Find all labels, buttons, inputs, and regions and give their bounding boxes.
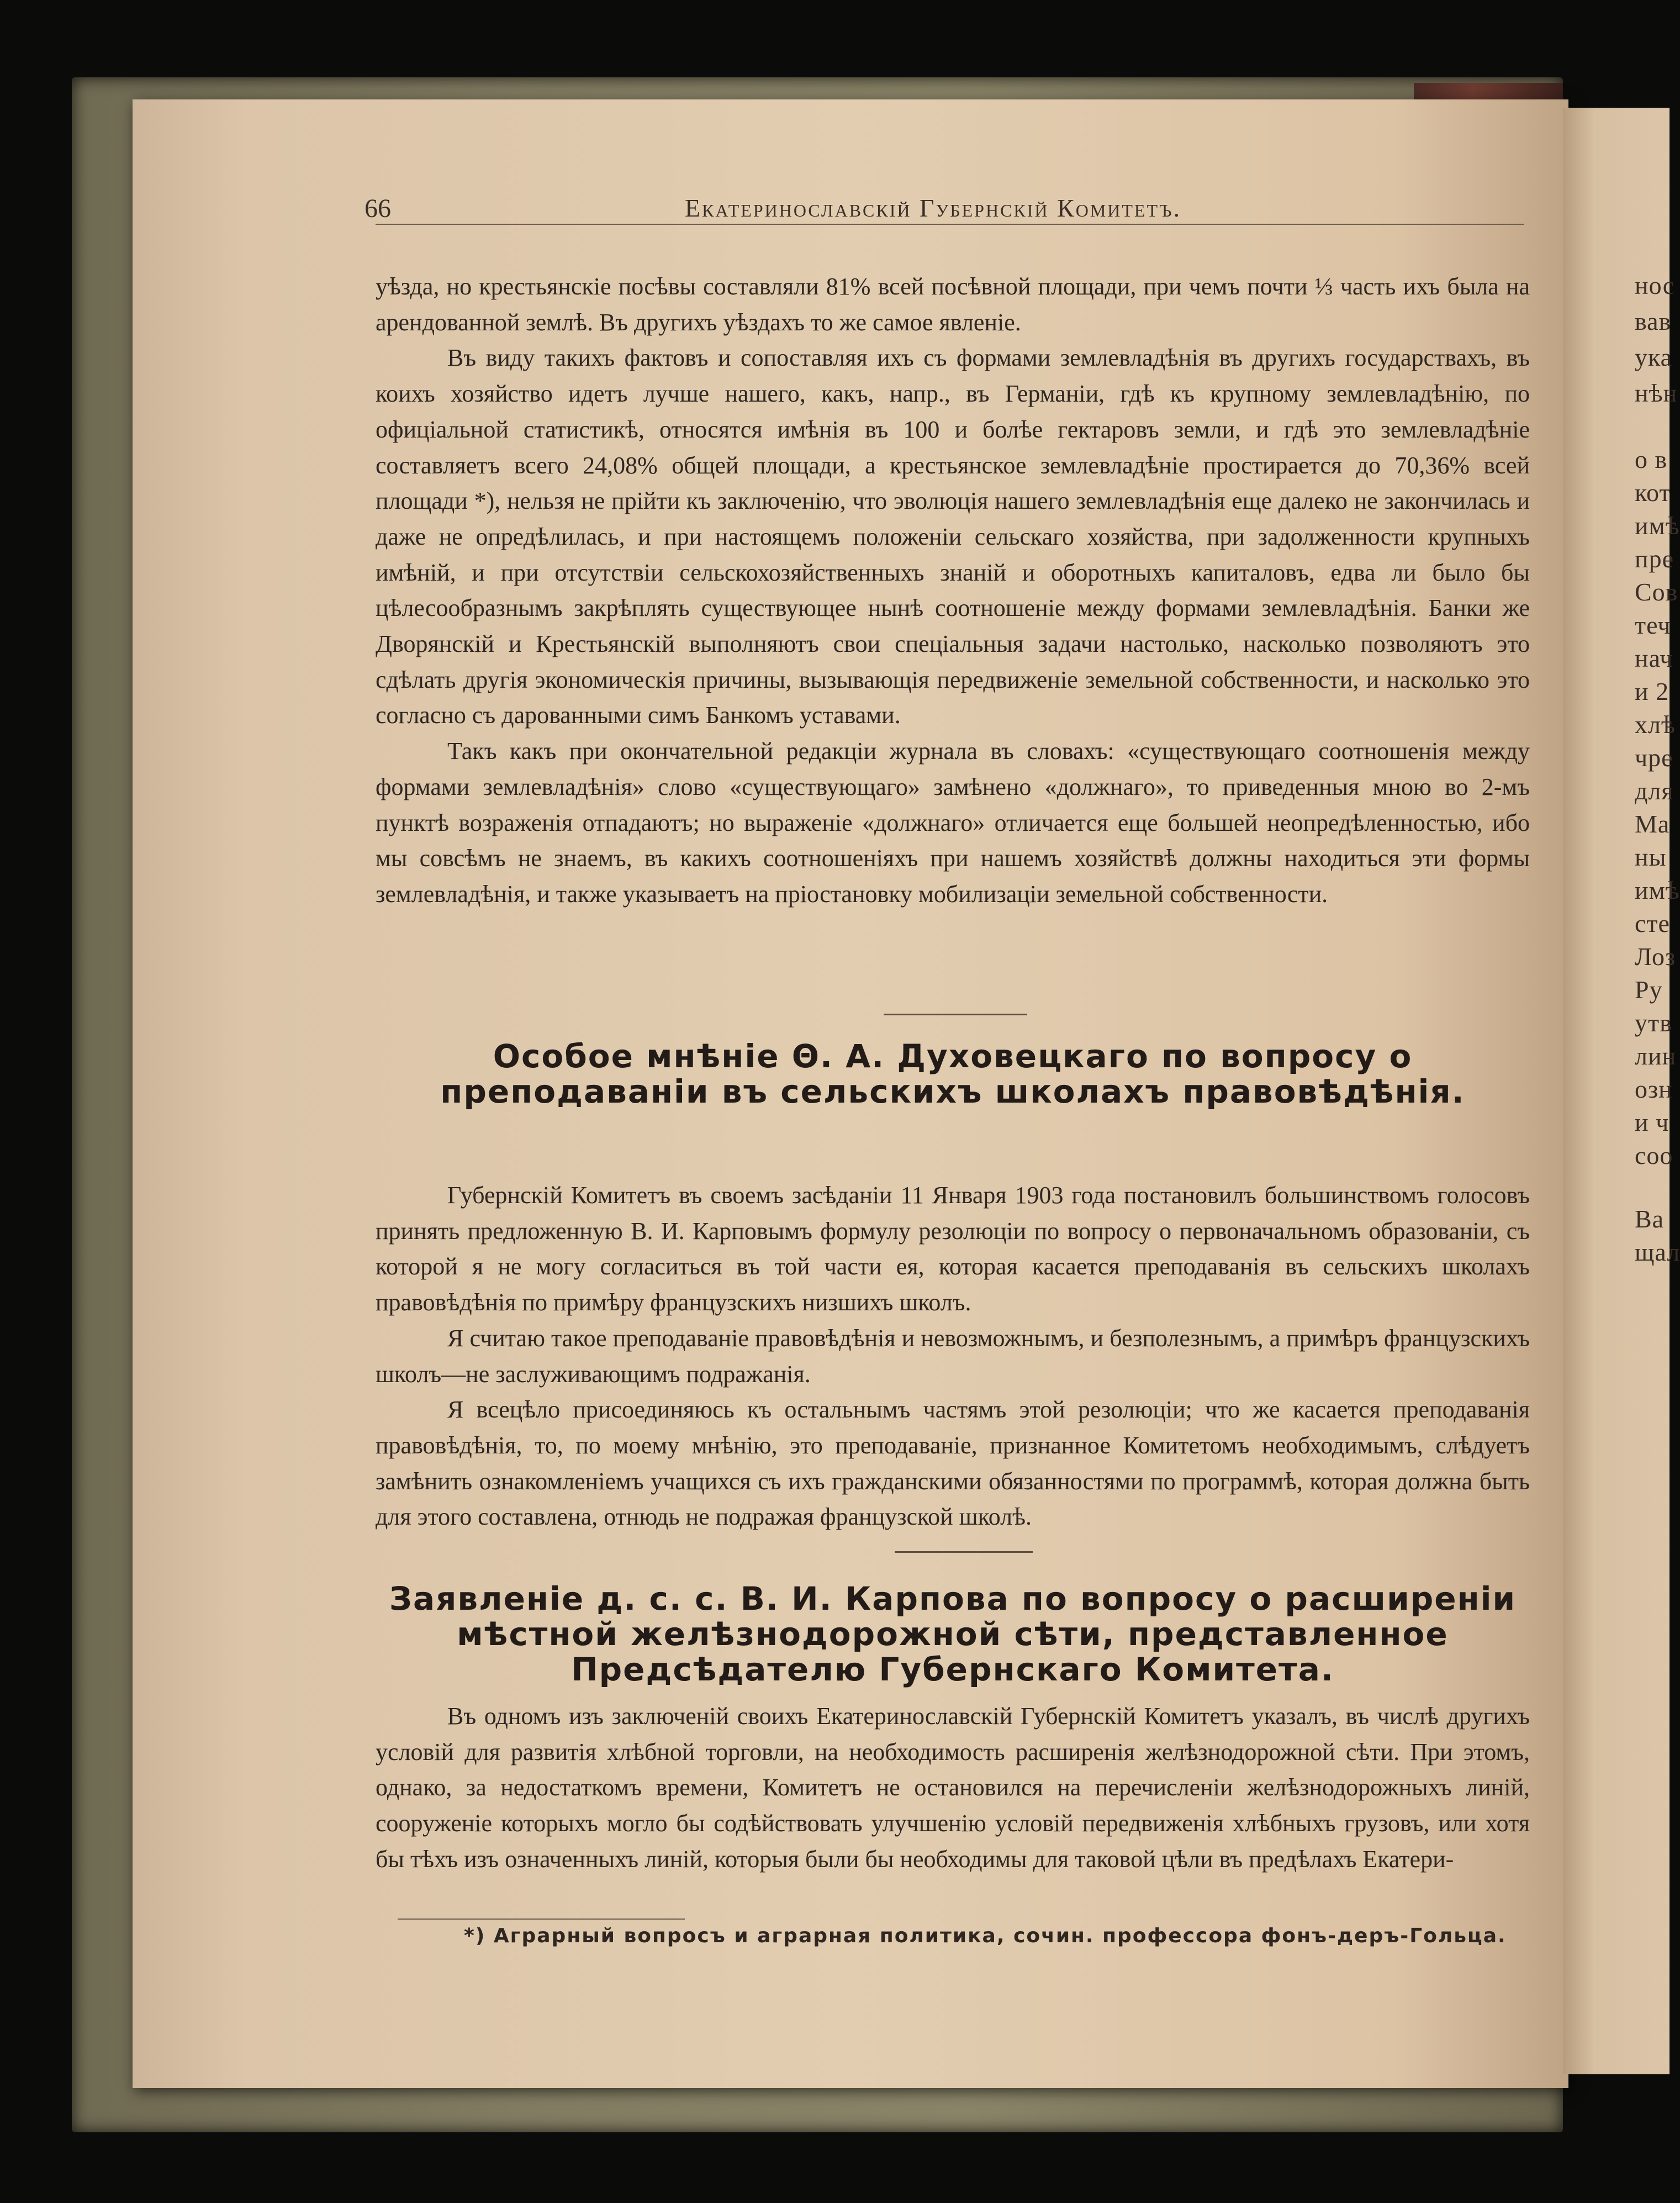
- next-page-fragment: Ру: [1635, 976, 1663, 1004]
- next-page-fragment: чре: [1635, 744, 1673, 772]
- next-page-fragment: соо: [1635, 1141, 1673, 1169]
- next-page-fragment: о в: [1635, 445, 1668, 473]
- paragraph: Въ одномъ изъ заключеній своихъ Екатеринославскій Губернскій Комитетъ указалъ, въ числѣ другихъ условій для развитія хлѣбной торговли, на необходимость расширенія желѣзнодорожной сѣти. При этомъ, однако, за недостаткомъ времени, Комитетъ не остановился на перечисленіи желѣзнодорожныхъ линій, сооруженіе которыхъ могло бы содѣйствовать улучшенію условій передвиженія хлѣбныхъ грузовъ, или хотя бы тѣхъ изъ означенныхъ линій, которыя были бы необходимы для таковой цѣли въ предѣлахъ Екатери-: [376, 1703, 1530, 1873]
- paragraph: Я считаю такое преподаваніе правовѣдѣнія и невозможнымъ, и безполезнымъ, а примѣръ французскихъ школъ—не заслуживающимъ подражанія.: [376, 1324, 1530, 1388]
- paragraph: Такъ какъ при окончательной редакціи журнала въ словахъ: «существующаго соотношенія между формами землевладѣнія» слово «существующаго» замѣнено «должнаго», то приведенныя мною во 2-мъ пунктѣ возраженія отпадаютъ; но выраженіе «должнаго» отличается еще большей неопредѣленностью, ибо мы совсѣмъ не знаемъ, въ какихъ соотношеніяхъ при нашемъ хозяйствѣ должны находиться эти формы землевладѣнія, и также указываетъ на пріостановку мобилизаціи земельной собственности.: [376, 737, 1530, 908]
- next-page-fragment: пре: [1635, 545, 1674, 573]
- next-page-fragment: нач: [1635, 644, 1673, 672]
- next-page-fragment: имѣ: [1635, 512, 1680, 540]
- section-heading: Особое мнѣніе Θ. А. Духовецкаго по вопросу о преподаваніи въ сельскихъ школахъ правовѣдѣнія.: [440, 1037, 1465, 1110]
- section-heading: Заявленіе д. с. с. В. И. Карпова по вопросу о расширеніи мѣстной желѣзнодорожной сѣти, представленное Предсѣдателю Губернскаго Комитета.: [389, 1580, 1517, 1688]
- page-number: 66: [364, 194, 391, 223]
- next-page-fragment: ны: [1635, 843, 1667, 871]
- next-page-edge: [1563, 108, 1680, 2074]
- next-page-fragment: щал: [1635, 1238, 1680, 1266]
- paragraph: Губернскій Комитетъ въ своемъ засѣданіи 11 Января 1903 года постановилъ большинствомъ голосовъ принять предложенную В. И. Карповымъ формулу резолюціи по вопросу о первоначальномъ образованіи, съ которой я не могу согласиться въ той части ея, которая касается преподаванія въ сельскихъ школахъ правовѣдѣнія по примѣру французскихъ низшихъ школъ.: [376, 1182, 1530, 1316]
- next-page-fragment: сте: [1635, 909, 1670, 937]
- section-separator: [895, 1551, 1033, 1553]
- next-page-fragment: Ва: [1635, 1205, 1665, 1233]
- next-page-fragment: имѣ: [1635, 876, 1680, 904]
- footnote: *) Аграрный вопросъ и аграрная политика, сочин. профессора фонъ-деръ-Гольца.: [464, 1925, 1507, 1947]
- next-page-fragment: и ч: [1635, 1108, 1670, 1136]
- page-header: [364, 193, 1524, 226]
- next-page-fragment: нѣн: [1635, 379, 1678, 407]
- paragraph: Въ виду такихъ фактовъ и сопоставляя ихъ съ формами землевладѣнія въ другихъ государствахъ, въ коихъ хозяйство идетъ лучше нашего, какъ, напр., въ Германіи, гдѣ къ крупному землевладѣнію, по офиціальной статистикѣ, относятся имѣнія въ 100 и болѣе гектаровъ земли, и гдѣ это землевладѣніе составляетъ всего 24,08% общей площади, а крестьянское землевладѣніе простирается до 70,36% всей площади *), нельзя не прійти къ заключенію, что эволюція нашего землевладѣнія еще далеко не закончилась и даже не опредѣлилась, и при настоящемъ положеніи сельскаго хозяйства, при задолженности крупныхъ имѣній, и при отсутствіи сельскохозяйственныхъ знаній и оборотныхъ капиталовъ, едва ли было бы цѣлесообразнымъ закрѣплять существующее нынѣ соотношеніе между формами землевладѣнія. Банки же Дворянскій и Крестьянскій выполняютъ свои спеціальныя задачи настолько, насколько позволяютъ это сдѣлать другія экономическія причины, вызывающія передвиженіе земельной собственности, и насколько это согласно съ дарованными симъ Банкомъ уставами.: [376, 344, 1530, 729]
- next-page-fragment: утв: [1635, 1009, 1672, 1037]
- header-rule: [376, 224, 1524, 225]
- paragraph: Я всецѣло присоединяюсь къ остальнымъ частямъ этой резолюціи; что же касается преподаванія правовѣдѣнія, то, по моему мнѣнію, это преподаваніе, признанное Комитетомъ необходимымъ, слѣдуетъ замѣнить ознакомленіемъ учащихся съ ихъ гражданскими обязанностями по программѣ, которая должна быть для этого составлена, отнюдь не подражая французской школѣ.: [376, 1396, 1530, 1531]
- next-page-fragment: и 2: [1635, 677, 1670, 705]
- running-head: Екатеринославскій Губернскій Комитетъ.: [685, 194, 1182, 222]
- next-page-fragment: ука: [1635, 343, 1673, 371]
- text-block-section2: [376, 1699, 1530, 1878]
- next-page-fragment: вав: [1635, 307, 1672, 335]
- text-block-section1: [376, 1178, 1530, 1535]
- next-page-fragment: Лоз: [1635, 942, 1676, 971]
- next-page-fragment: Ма: [1635, 810, 1670, 838]
- next-page-fragment: озн: [1635, 1075, 1673, 1103]
- next-page-fragment: хлѣ: [1635, 710, 1676, 739]
- next-page-fragment: Сов: [1635, 578, 1678, 606]
- text-block-intro: [376, 269, 1530, 913]
- next-page-fragment: нос: [1635, 271, 1675, 299]
- footnote-rule: [398, 1919, 685, 1920]
- paragraph: уѣзда, но крестьянскіе посѣвы составляли 81% всей посѣвной площади, при чемъ почти ⅓ часть ихъ была на арендованной землѣ. Въ другихъ уѣздахъ то же самое явленіе.: [376, 273, 1530, 336]
- next-page-fragment: для: [1635, 777, 1674, 805]
- next-page-fragment: теч: [1635, 611, 1671, 639]
- section-separator: [884, 1014, 1027, 1015]
- next-page-fragment: лин: [1635, 1042, 1677, 1070]
- next-page-fragment: кот: [1635, 478, 1671, 507]
